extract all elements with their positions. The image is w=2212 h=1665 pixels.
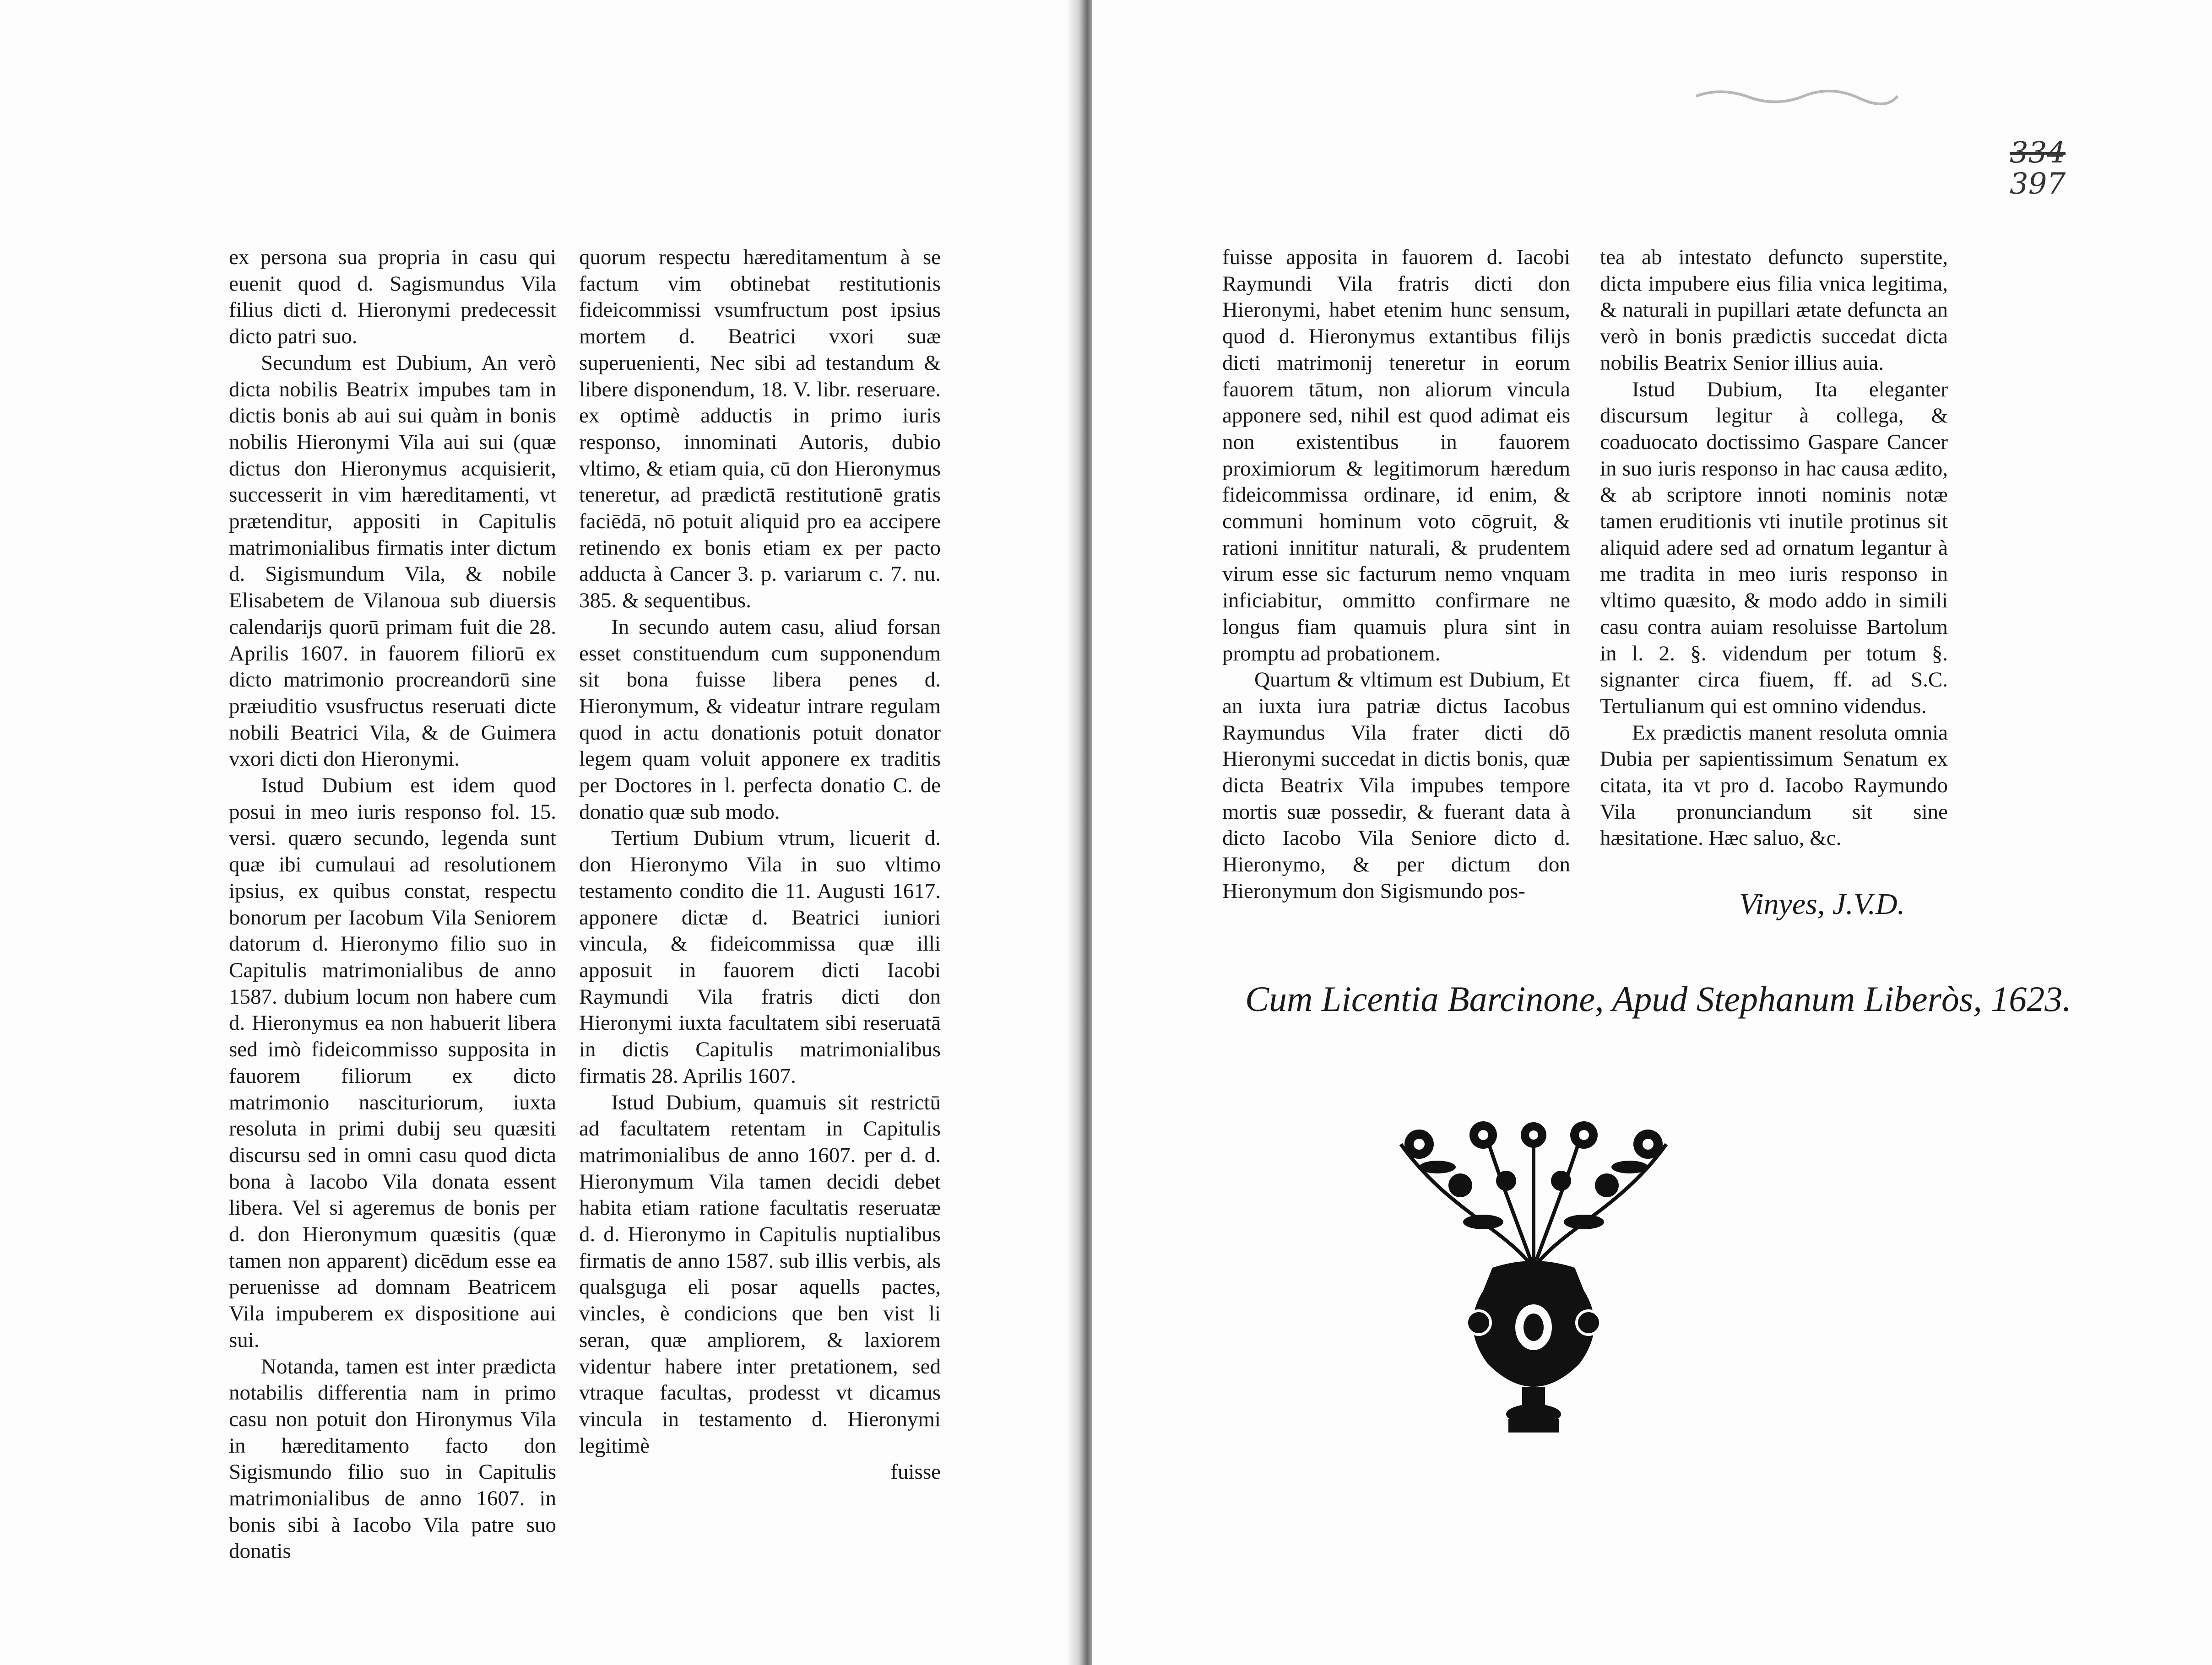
paragraph: Secundum est Dubium, An verò dicta nobilis Beatrix impubes tam in dictis bonis ab aui sui quàm in bonis nobilis Hieronymi Vila aui sui (quæ dictus don Hieronymus acquisierit, successerit in vim hæreditamenti, vt prætenditur, appositi in Capitulis matrimonialibus firmatis inter dictum d. Sigismundum Vila, & nobile Elisabetem de Vilanoua sub diuersis calendarijs quorū primam fuit die 28. Aprilis 1607. in fauorem filiorū ex dicto matrimonio procreandorū sine præiuditio vsusfructus reseruati dicte nobili Beatrici Vila, & de Guimera vxori dicti don Hieronymi. [229,351,556,771]
paragraph: fuisse apposita in fauorem d. Iacobi Raymundi Vila fratris dicti don Hieronymi, habet etenim hunc sensum, quod d. Hieronymus extantibus filijs dicti matrimonij teneretur in eorum fauorem tātum, non aliorum vincula apponere sed, nihil est quod adimat eis non existentibus in fauorem proximiorum & legitimorum hæredum fideicommissa ordinare, id enim, & communi hominum voto cōgruit, & rationi innititur naturali, & prudentem virum esse sic facturum nemo vnquam inficiabitur, ommitto confirmare ne longus fiam quamuis plura sint in promptu ad probationem. [1222,245,1570,665]
paragraph: Tertium Dubium vtrum, licuerit d. don Hieronymo Vila in suo vltimo testamento condito die 11. Augusti 1617. apponere dictæ d. Beatrici iuniori vincula, & fideicommissa quæ illi apposuit in fauorem dicti Iacobi Raymundi Vila fratris dicti don Hieronymi iuxta facultatem sibi reseruatā in dictis Capitulis matrimonialibus firmatis 28. Aprilis 1607. [579,826,941,1088]
paragraph: Istud Dubium, quamuis sit restrictū ad facultatem retentam in Capitulis matrimonialibus de anno 1607. per d. d. Hieronymum Vila tamen decidi debet habita etiam ratione facultatis reseruatæ d. d. Hieronymo in Capitulis nuptialibus firmatis de anno 1587. sub illis verbis, als qualsguga eli posar aquells pactes, vincles, è condicions que ben vist li seran, quæ ampliorem, & laxiorem videntur habere inter pretationem, sed vtraque facultas, prodesst vt dicamus vincula in testamento d. Hieronymi legitimè [579,1090,941,1458]
paragraph: Quartum & vltimum est Dubium, Et an iuxta iura patriæ dictus Iacobus Raymundus Vila frater dicti dō Hieronymi succedat in dictis bonis, quæ dicta Beatrix Vila impubes tempore mortis suæ possedir, & fuerant data à dicto Iacobo Vila Seniore dicto d. Hieronymo, & per dictum don Hieronymum don Sigismundo pos- [1222,668,1570,903]
paragraph: Ex prædictis manent resoluta omnia Dubia per sapientissimum Senatum ex citata, ita vt pro d. Iacobo Raymundo Vila pronunciandum sit sine hæsitatione. Hæc saluo, &c. [1600,720,1948,850]
paragraph: Istud Dubium est idem quod posui in meo iuris responso fol. 15. versi. quæro secundo, legenda sunt quæ ibi cumulaui ad resolutionem ipsius, ex quibus constat, respectu bonorum per Iacobum Vila Seniorem datorum d. Hieronymo filio suo in Capitulis matrimonialibus de anno 1587. dubium locum non habere cum d. Hieronymus ea non habuerit libera sed imò fideicommisso supposita in fauorem filiorum ex dicto matrimonio nascituriorum, iuxta resoluta in primi dubij seu quæsiti discursu sed in omni casu quod dicta bona à Iacobo Vila donata essent libera. Vel si ageremus de bonis per d. don Hieronymum quæsitis (quæ tamen non apparent) dicēdum esse ea peruenisse ad domnam Beatricem Vila impuberem ex dispositione aui sui. [229,773,556,1352]
paragraph: tea ab intestato defuncto superstite, dicta impubere eius filia vnica legitima, & naturali in pupillari ætate defuncta an verò in bonis prædictis succedat dicta nobilis Beatrix Senior illius auia. [1600,245,1948,375]
vase-ornament-icon [1392,1117,1675,1437]
folio-new-number: 397 [2010,167,2066,201]
pen-scribble-mark [1694,82,1900,110]
left-page-column-2 [579,244,941,1486]
right-page-column-2 [1600,244,1948,852]
paragraph: quorum respectu hæreditamentum à se factum vim obtinebat restitutionis fideicommissi vsumfructum post ipsius mortem d. Beatrici vxori suæ superuenienti, Nec sibi ad testandum & libere disponendum, 18. V. libr. reseruare. ex optimè adductis in primo iuris responso, innominati Autoris, dubio vltimo, & etiam quia, cū don Hieronymus teneretur, ad prædictā restitutionē gratis faciēdā, nō potuit aliquid pro ea accipere retinendo ex bonis etiam ex per pacto adducta à Cancer 3. p. variarum c. 7. nu. 385. & sequentibus. [579,245,941,613]
imprint-line: Cum Licentia Barcinone, Apud Stephanum Liberòs, 1623. [1245,979,2071,1019]
catchword: fuisse [890,1460,941,1484]
folio-number [2010,137,2065,200]
right-page-column-1 [1222,244,1570,905]
folio-old-number: 334 [2010,136,2066,170]
left-page-column-1 [229,244,556,1565]
paragraph: ex persona sua propria in casu qui euenit quod d. Sagismundus Vila filius dicti d. Hieronymi predecessit dicto patri suo. [229,245,556,349]
paragraph: Istud Dubium, Ita eleganter discursum legitur à collega, & coaduocato doctissimo Gaspare Cancer in suo iuris responso in hac causa ædito, & ab scriptore innoti nominis notæ tamen eruditionis vti inutile protinus sit aliquid adere sed ad ornatum legantur à me tradita in meo iuris responso in vltimo quæsito, & modo addo in simili casu contra auiam resoluisse Bartolum in l. 2. §. videndum per totum §. signanter circa fiuem, ff. ad S.C. Tertulianum qui est omnino videndus. [1600,377,1948,718]
author-signature: Vinyes, J.V.D. [1739,887,1905,921]
paragraph: In secundo autem casu, aliud forsan esset constituendum cum supponendum sit bona fuisse libera penes d. Hieronymum, & videatur intrare regulam quod in actu donationis potuit donator legem quam voluit apponere ex traditis per Doctores in l. perfecta donatio C. de donatio quæ sub modo. [579,615,941,824]
paragraph: Notanda, tamen est inter prædicta notabilis differentia nam in primo casu non potuit don Hironymus Vila in hæreditamento facto don Sigismundo filio suo in Capitulis matrimonialibus de anno 1607. in bonis sibi à Iacobo Vila patre suo donatis [229,1354,556,1563]
left-page [0,0,1080,1665]
